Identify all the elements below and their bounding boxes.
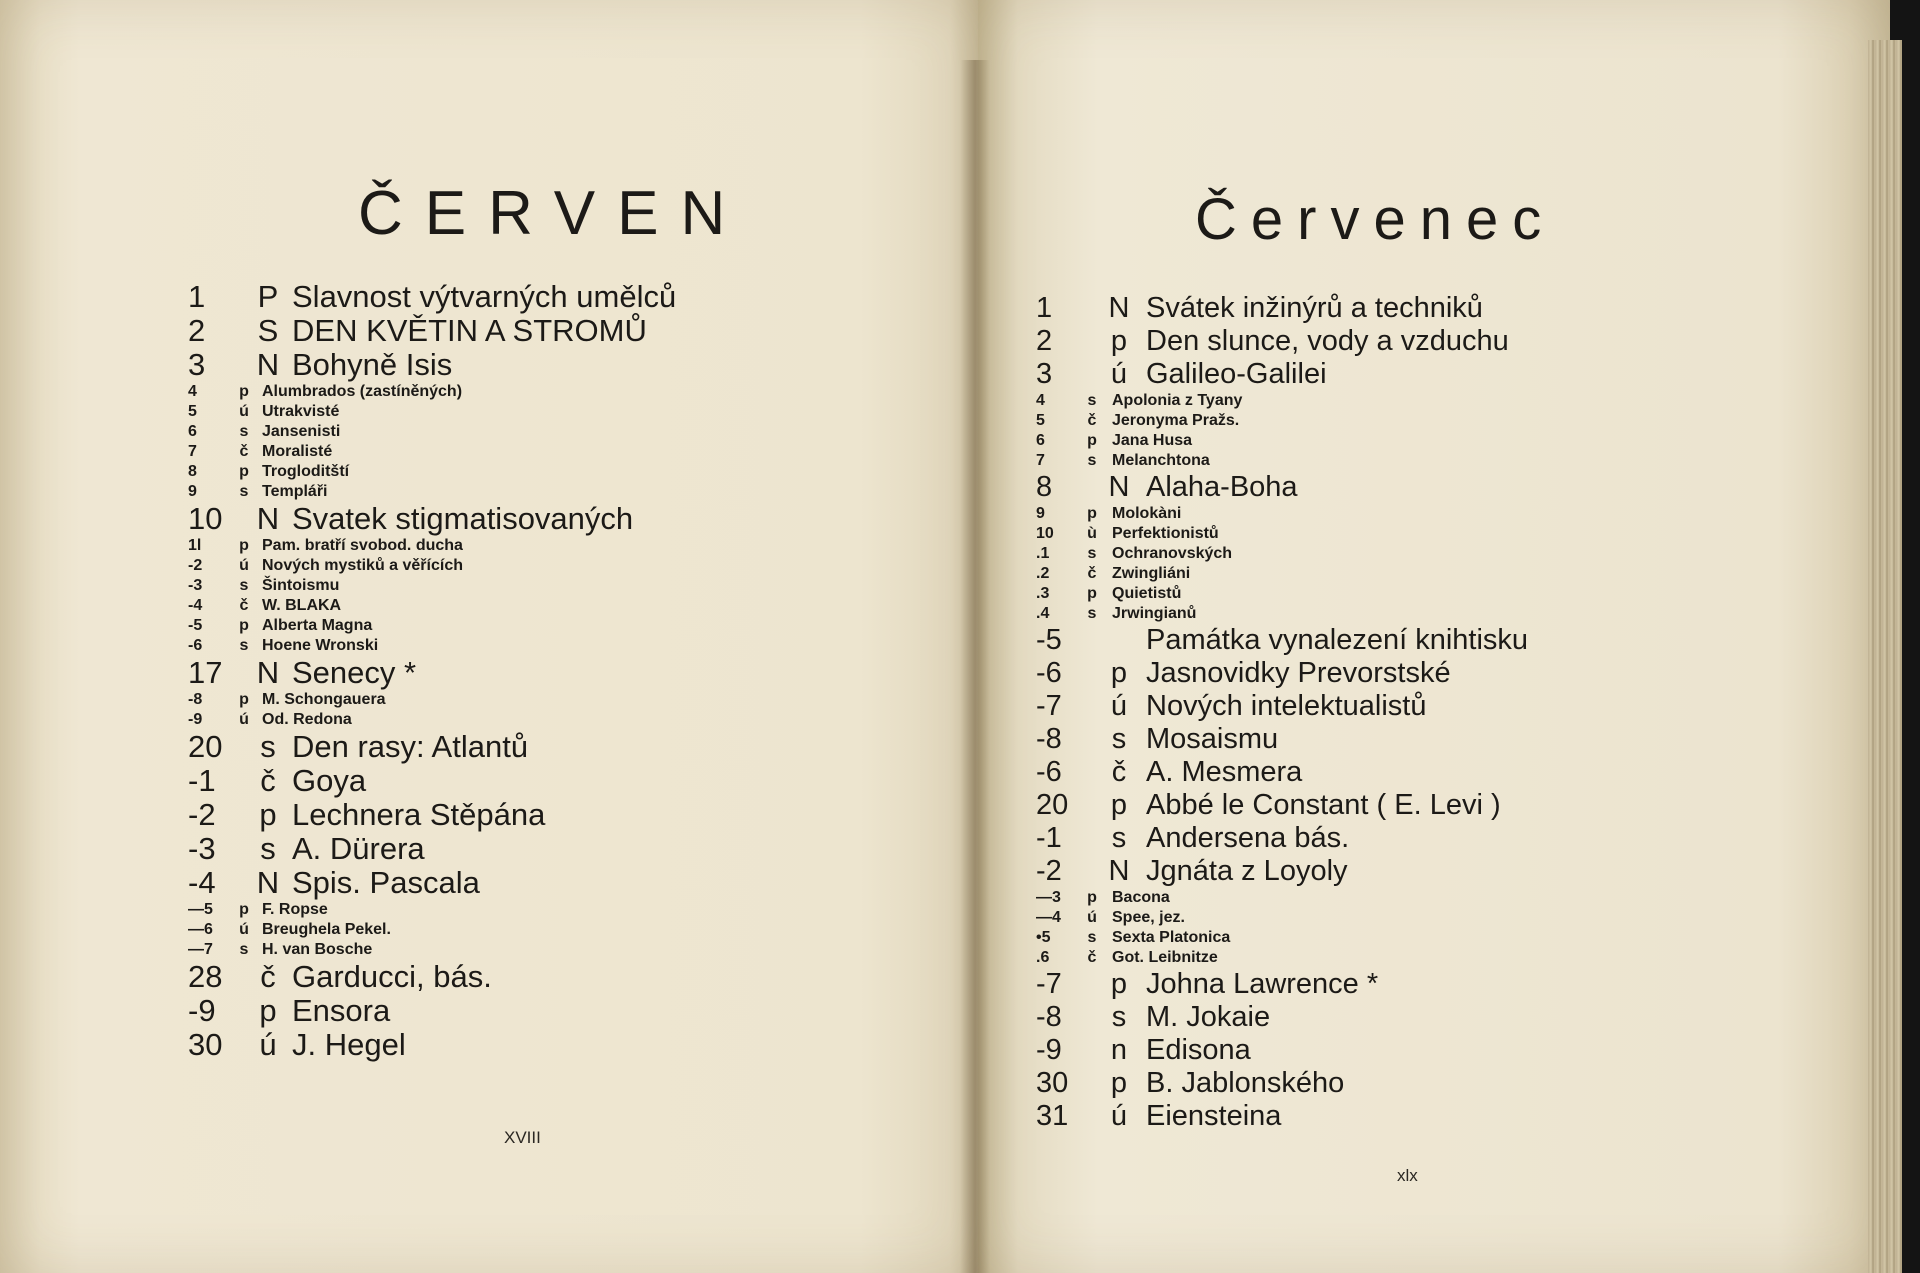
entry-weekday: s (1087, 605, 1097, 622)
calendar-entry (1036, 431, 1776, 451)
calendar-entry (1036, 723, 1776, 756)
calendar-entry (188, 832, 908, 866)
entry-day: -8 (1036, 723, 1062, 755)
entry-name: B. Jablonského (1146, 1067, 1345, 1099)
calendar-entry (188, 462, 908, 482)
entry-weekday: ú (1087, 909, 1097, 926)
calendar-entry (188, 960, 908, 994)
entry-name: Alberta Magna (262, 617, 373, 634)
entry-weekday: s (239, 941, 249, 958)
entry-name: Ochranovských (1112, 545, 1233, 562)
entry-name: Bohyně Isis (292, 347, 453, 382)
entry-weekday: p (1110, 1067, 1128, 1099)
calendar-entry (1036, 1034, 1776, 1067)
entry-weekday: p (1087, 505, 1097, 522)
entry-weekday: p (259, 797, 277, 832)
calendar-entry (188, 596, 908, 616)
entry-day: -9 (188, 711, 203, 728)
entry-weekday: s (260, 831, 276, 866)
entry-weekday: ú (239, 403, 249, 420)
entry-day: -1 (1036, 822, 1062, 854)
entry-day: -7 (1036, 968, 1062, 1000)
entry-day: 2 (1036, 325, 1053, 357)
calendar-entry (188, 900, 908, 920)
entry-weekday: č (1087, 565, 1097, 582)
entry-weekday: ú (239, 557, 249, 574)
entry-weekday: p (239, 617, 249, 634)
calendar-entry (1036, 391, 1776, 411)
entry-day: 3 (1036, 358, 1053, 390)
entry-name: Moralisté (262, 443, 333, 460)
entry-name: Jeronyma Pražs. (1112, 412, 1240, 429)
entry-weekday: p (1110, 968, 1128, 1000)
calendar-entry (188, 442, 908, 462)
calendar-entry (188, 690, 908, 710)
entry-weekday: č (239, 597, 249, 614)
entry-weekday: p (239, 691, 249, 708)
entry-weekday: s (1111, 1001, 1127, 1033)
calendar-entry (188, 502, 908, 536)
entry-weekday: N (256, 865, 280, 900)
calendar-entry (1036, 690, 1776, 723)
calendar-entry (1036, 789, 1776, 822)
entry-day: 7 (188, 443, 197, 460)
entry-name: Spis. Pascala (292, 865, 480, 900)
entry-weekday: č (260, 959, 276, 994)
entry-day: 7 (1036, 452, 1045, 469)
entry-day: -2 (188, 557, 203, 574)
calendar-entry (1036, 1001, 1776, 1034)
entry-weekday: č (239, 443, 249, 460)
entry-name: Pam. bratří svobod. ducha (262, 537, 463, 554)
entry-day: -7 (1036, 690, 1062, 722)
entry-weekday: p (239, 383, 249, 400)
entry-day: 28 (188, 959, 223, 994)
entry-day: .1 (1036, 545, 1050, 562)
entry-day: 30 (188, 1027, 223, 1062)
entry-name: Bacona (1112, 889, 1170, 906)
entry-name: Apolonia z Tyany (1112, 392, 1243, 409)
calendar-entry (1036, 657, 1776, 690)
entry-day: -9 (188, 993, 216, 1028)
entry-day: 30 (1036, 1067, 1069, 1099)
entry-name: Alaha-Boha (1146, 471, 1298, 503)
entry-day: -8 (1036, 1001, 1062, 1033)
background-edge (1902, 0, 1920, 1273)
entry-name: Jrwingianů (1112, 605, 1197, 622)
entry-day: 6 (188, 423, 197, 440)
entry-name: Garducci, bás. (292, 959, 492, 994)
entry-day: -6 (188, 637, 203, 654)
calendar-entry (1036, 411, 1776, 431)
entry-weekday: ú (1110, 1100, 1128, 1132)
entry-day: 20 (1036, 789, 1069, 821)
calendar-entry (1036, 544, 1776, 564)
entry-name: Sexta Platonica (1112, 929, 1231, 946)
entry-day: —6 (188, 921, 213, 938)
entry-name: Eiensteina (1146, 1100, 1282, 1132)
entry-day: 4 (1036, 392, 1045, 409)
entry-day: 6 (1036, 432, 1045, 449)
entry-day: 17 (188, 655, 223, 690)
entry-name: Den rasy: Atlantů (292, 729, 529, 764)
right-page-title: Červenec (1195, 187, 1556, 252)
entry-weekday: s (239, 423, 249, 440)
left-entry-list (188, 280, 908, 1062)
left-page-number: XVIII (504, 1128, 541, 1147)
entry-weekday: n (1110, 1034, 1128, 1066)
entry-name: M. Schongauera (262, 691, 386, 708)
calendar-entry (188, 940, 908, 960)
entry-day: 31 (1036, 1100, 1069, 1132)
calendar-entry (188, 636, 908, 656)
entry-weekday: p (239, 537, 249, 554)
entry-day: —3 (1036, 889, 1061, 906)
entry-weekday: ú (239, 921, 249, 938)
entry-name: Jgnáta z Loyoly (1146, 855, 1348, 887)
entry-weekday: p (1110, 657, 1128, 689)
entry-name: Lechnera Stěpána (292, 797, 546, 832)
entry-name: Quietistů (1112, 585, 1182, 602)
entry-day: 1 (188, 279, 206, 314)
calendar-entry (188, 798, 908, 832)
entry-day: 4 (188, 383, 197, 400)
entry-weekday: s (1087, 929, 1097, 946)
entry-name: Trogloditští (262, 463, 350, 480)
calendar-entry (188, 382, 908, 402)
entry-weekday: p (259, 993, 277, 1028)
entry-name: Senecy * (292, 655, 417, 690)
calendar-entry (188, 1028, 908, 1062)
calendar-entry (188, 482, 908, 502)
entry-day: -5 (188, 617, 203, 634)
calendar-entry (1036, 584, 1776, 604)
entry-weekday: p (1087, 432, 1097, 449)
entry-weekday: s (1087, 392, 1097, 409)
entry-weekday: p (1110, 325, 1128, 357)
entry-day: •5 (1036, 929, 1051, 946)
entry-name: DEN KVĚTIN A STROMŮ (292, 313, 647, 348)
calendar-entry (188, 314, 908, 348)
entry-day: —4 (1036, 909, 1061, 926)
entry-day: 3 (188, 347, 206, 382)
entry-name: Jana Husa (1112, 432, 1193, 449)
entry-day: -2 (188, 797, 216, 832)
entry-day: -5 (1036, 624, 1062, 656)
calendar-entry (188, 866, 908, 900)
entry-name: Nových intelektualistů (1146, 690, 1427, 722)
entry-day: —5 (188, 901, 213, 918)
entry-name: Svatek stigmatisovaných (292, 501, 634, 536)
entry-weekday: ú (1110, 690, 1128, 722)
entry-weekday: N (256, 347, 280, 382)
entry-day: -3 (188, 577, 203, 594)
entry-weekday: p (1110, 789, 1128, 821)
calendar-entry (188, 402, 908, 422)
entry-name: Andersena bás. (1146, 822, 1350, 854)
calendar-entry (188, 994, 908, 1028)
calendar-entry (188, 536, 908, 556)
calendar-entry (188, 920, 908, 940)
calendar-entry (1036, 292, 1776, 325)
calendar-entry (1036, 325, 1776, 358)
entry-name: Svátek inžinýrů a techniků (1146, 292, 1483, 324)
book-spine (960, 60, 990, 1273)
entry-name: Slavnost výtvarných umělců (292, 279, 677, 314)
entry-name: Spee, jez. (1112, 909, 1185, 926)
entry-name: Jasnovidky Prevorstské (1146, 657, 1451, 689)
entry-name: Památka vynalezení knihtisku (1146, 624, 1529, 656)
entry-weekday: N (256, 655, 280, 690)
calendar-entry (1036, 504, 1776, 524)
entry-name: Got. Leibnitze (1112, 949, 1218, 966)
entry-name: Den slunce, vody a vzduchu (1146, 325, 1509, 357)
entry-name: Hoene Wronski (262, 637, 379, 654)
entry-name: Utrakvisté (262, 403, 340, 420)
calendar-entry (188, 576, 908, 596)
entry-name: A. Mesmera (1146, 756, 1303, 788)
entry-name: Edisona (1146, 1034, 1251, 1066)
calendar-entry (188, 656, 908, 690)
calendar-entry (1036, 358, 1776, 391)
entry-weekday: S (257, 313, 279, 348)
entry-weekday: č (1087, 949, 1097, 966)
entry-weekday: s (260, 729, 276, 764)
entry-name: Zwingliáni (1112, 565, 1191, 582)
entry-day: 1 (1036, 292, 1053, 324)
entry-weekday: p (1087, 889, 1097, 906)
calendar-entry (188, 422, 908, 442)
entry-name: M. Jokaie (1146, 1001, 1271, 1033)
calendar-entry (1036, 451, 1776, 471)
entry-weekday: č (260, 763, 276, 798)
left-page-title: ČERVEN (358, 179, 748, 248)
entry-name: Johna Lawrence * (1146, 968, 1379, 1000)
entry-weekday: ú (239, 711, 249, 728)
calendar-entry (1036, 822, 1776, 855)
entry-day: 2 (188, 313, 206, 348)
calendar-entry (1036, 1100, 1776, 1133)
entry-weekday: p (239, 901, 249, 918)
entry-day: -6 (1036, 657, 1062, 689)
entry-weekday: s (1087, 452, 1097, 469)
calendar-entry (1036, 604, 1776, 624)
entry-day: 5 (1036, 412, 1045, 429)
entry-name: Jansenisti (262, 423, 341, 440)
calendar-entry (1036, 928, 1776, 948)
entry-name: Galileo-Galilei (1146, 358, 1327, 390)
entry-day: 8 (1036, 471, 1053, 503)
entry-day: -8 (188, 691, 203, 708)
calendar-entry (1036, 624, 1776, 657)
entry-name: Abbé le Constant ( E. Levi ) (1146, 789, 1501, 821)
calendar-entry (1036, 524, 1776, 544)
entry-day: 20 (188, 729, 223, 764)
calendar-entry (1036, 756, 1776, 789)
entry-day: -9 (1036, 1034, 1062, 1066)
entry-weekday: s (239, 577, 249, 594)
calendar-entry (188, 730, 908, 764)
entry-day: -6 (1036, 756, 1062, 788)
calendar-entry (188, 280, 908, 314)
calendar-entry (1036, 471, 1776, 504)
entry-day: -4 (188, 597, 203, 614)
entry-name: Goya (292, 763, 367, 798)
calendar-entry (1036, 855, 1776, 888)
entry-weekday: N (1108, 855, 1130, 887)
calendar-entry (188, 764, 908, 798)
entry-day: 5 (188, 403, 197, 420)
calendar-entry (188, 710, 908, 730)
entry-weekday: p (1087, 585, 1097, 602)
entry-day: 9 (188, 483, 197, 500)
entry-day: 10 (188, 501, 223, 536)
entry-name: Breughela Pekel. (262, 921, 391, 938)
entry-day: .3 (1036, 585, 1050, 602)
entry-weekday: ú (259, 1027, 277, 1062)
entry-weekday: s (1087, 545, 1097, 562)
entry-day: -4 (188, 865, 216, 900)
entry-day: —7 (188, 941, 213, 958)
entry-day: -2 (1036, 855, 1062, 887)
entry-name: Alumbrados (zastíněných) (262, 383, 463, 400)
right-page-number: xlx (1397, 1166, 1418, 1185)
entry-day: 8 (188, 463, 197, 480)
entry-weekday: p (239, 463, 249, 480)
entry-name: H. van Bosche (262, 941, 373, 958)
entry-name: Perfektionistů (1112, 525, 1219, 542)
entry-name: Od. Redona (262, 711, 352, 728)
calendar-entry (1036, 968, 1776, 1001)
entry-day: 9 (1036, 505, 1045, 522)
entry-name: Nových mystiků a věřících (262, 557, 463, 574)
entry-name: Molokàni (1112, 505, 1182, 522)
entry-name: A. Dürera (292, 831, 425, 866)
entry-day: -1 (188, 763, 216, 798)
entry-weekday: s (239, 637, 249, 654)
entry-weekday: č (1111, 756, 1127, 788)
calendar-entry (188, 348, 908, 382)
entry-day: .2 (1036, 565, 1050, 582)
entry-name: Šintoismu (262, 577, 340, 594)
entry-weekday: s (1111, 723, 1127, 755)
entry-day: -3 (188, 831, 216, 866)
entry-name: Templáři (262, 483, 328, 500)
entry-weekday: s (239, 483, 249, 500)
entry-weekday: ú (1110, 358, 1128, 390)
calendar-entry (1036, 564, 1776, 584)
entry-name: Melanchtona (1112, 452, 1210, 469)
entry-day: 10 (1036, 525, 1054, 542)
calendar-entry (1036, 908, 1776, 928)
entry-weekday: N (1108, 471, 1130, 503)
entry-weekday: P (257, 279, 279, 314)
entry-weekday: N (1108, 292, 1130, 324)
entry-day: .6 (1036, 949, 1050, 966)
calendar-entry (188, 556, 908, 576)
calendar-entry (1036, 888, 1776, 908)
calendar-entry (1036, 948, 1776, 968)
entry-day: 1l (188, 537, 202, 554)
entry-name: W. BLAKA (262, 597, 342, 614)
right-entry-list (1036, 292, 1776, 1133)
entry-name: J. Hegel (292, 1027, 406, 1062)
entry-weekday: ù (1087, 525, 1097, 542)
entry-weekday: č (1087, 412, 1097, 429)
calendar-entry (188, 616, 908, 636)
entry-name: Ensora (292, 993, 391, 1028)
entry-weekday: s (1111, 822, 1127, 854)
entry-name: F. Ropse (262, 901, 328, 918)
entry-name: Mosaismu (1146, 723, 1279, 755)
entry-day: .4 (1036, 605, 1050, 622)
entry-weekday: N (256, 501, 280, 536)
calendar-entry (1036, 1067, 1776, 1100)
